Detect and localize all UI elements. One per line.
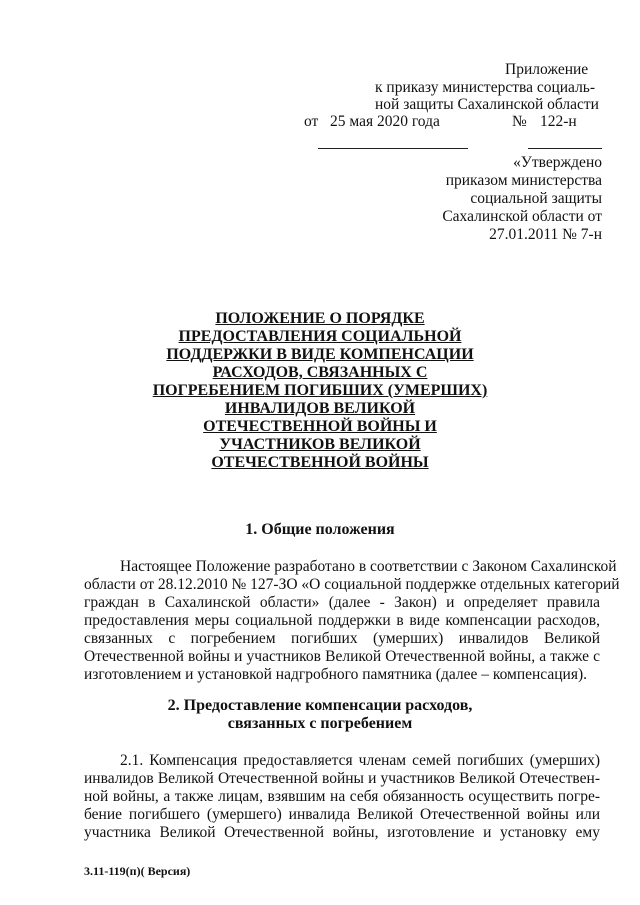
title-line: ОТЕЧЕСТВЕННОЙ ВОЙНЫ [211,454,429,471]
paragraph-line: участника Великой Отечественной войны, изготовление и установку ему [84,824,600,841]
paragraph-line: бение погибшего (умершего) инвалида Великой Отечественной войны или [84,806,600,823]
title-line: ПОЛОЖЕНИЕ О ПОРЯДКЕ [215,310,425,327]
paragraph-line: области от 28.12.2010 № 127-ЗО «О социальной поддержке отдельных категорий [84,576,620,593]
approved-line: приказом министерства [445,172,602,189]
paragraph-line: ной войны, а также лицам, взявшим на себя обязанность осуществить погре- [84,788,600,805]
order-date: 25 мая 2020 года [330,113,440,130]
section-2-heading: 2. Предоставление компенсации расходов, [167,697,473,714]
paragraph-line: предоставления меры социальной поддержки в виде компенсации расходов, [84,612,600,629]
paragraph-line: связанных с погребением погибших (умерших) инвалидов Великой [84,630,600,647]
appendix-label: Приложение [505,61,589,78]
appendix-line: ной защиты Сахалинской области [375,96,599,113]
title-line: УЧАСТНИКОВ ВЕЛИКОЙ [219,436,421,453]
order-date-underline [318,148,468,149]
approved-line: 27.01.2011 № 7-н [489,226,602,243]
order-number: 122-н [540,113,577,130]
order-number-underline [528,148,602,149]
paragraph-line: Настоящее Положение разработано в соответствии с Законом Сахалинской [120,558,617,575]
title-line: ПОГРЕБЕНИЕМ ПОГИБШИХ (УМЕРШИХ) [152,382,488,399]
title-line: ОТЕЧЕСТВЕННОЙ ВОЙНЫ И [203,418,437,435]
paragraph-line: 2.1. Компенсация предоставляется членам семей погибших (умерших) [120,752,600,769]
section-2-heading: связанных с погребением [227,715,413,732]
title-line: ИНВАЛИДОВ ВЕЛИКОЙ [224,400,416,417]
paragraph-line: граждан в Сахалинской области» (далее - Закон) и определяет правила [84,594,600,611]
section-1-heading: 1. Общие положения [245,521,395,538]
approved-line: Сахалинской области от [442,208,602,225]
appendix-line: к приказу министерства социаль- [375,79,596,96]
paragraph-line: инвалидов Великой Отечественной войны и участников Великой Отечествен- [84,770,600,787]
order-number-sign: № [512,113,527,130]
order-prefix: от [304,113,319,130]
approved-line: социальной защиты [470,190,602,207]
title-line: ПРЕДОСТАВЛЕНИЯ СОЦИАЛЬНОЙ [178,328,462,345]
paragraph-line: Отечественной войны и участников Великой Отечественной войны, а также с [84,648,600,665]
title-line: ПОДДЕРЖКИ В ВИДЕ КОМПЕНСАЦИИ [166,346,474,363]
approved-line: «Утверждено [513,154,602,171]
title-line: РАСХОДОВ, СВЯЗАННЫХ С [212,364,428,381]
paragraph-line: изготовлением и установкой надгробного памятника (далее – компенсация). [84,666,588,683]
document-footer-code: 3.11-119(п)( Версия) [84,864,191,878]
